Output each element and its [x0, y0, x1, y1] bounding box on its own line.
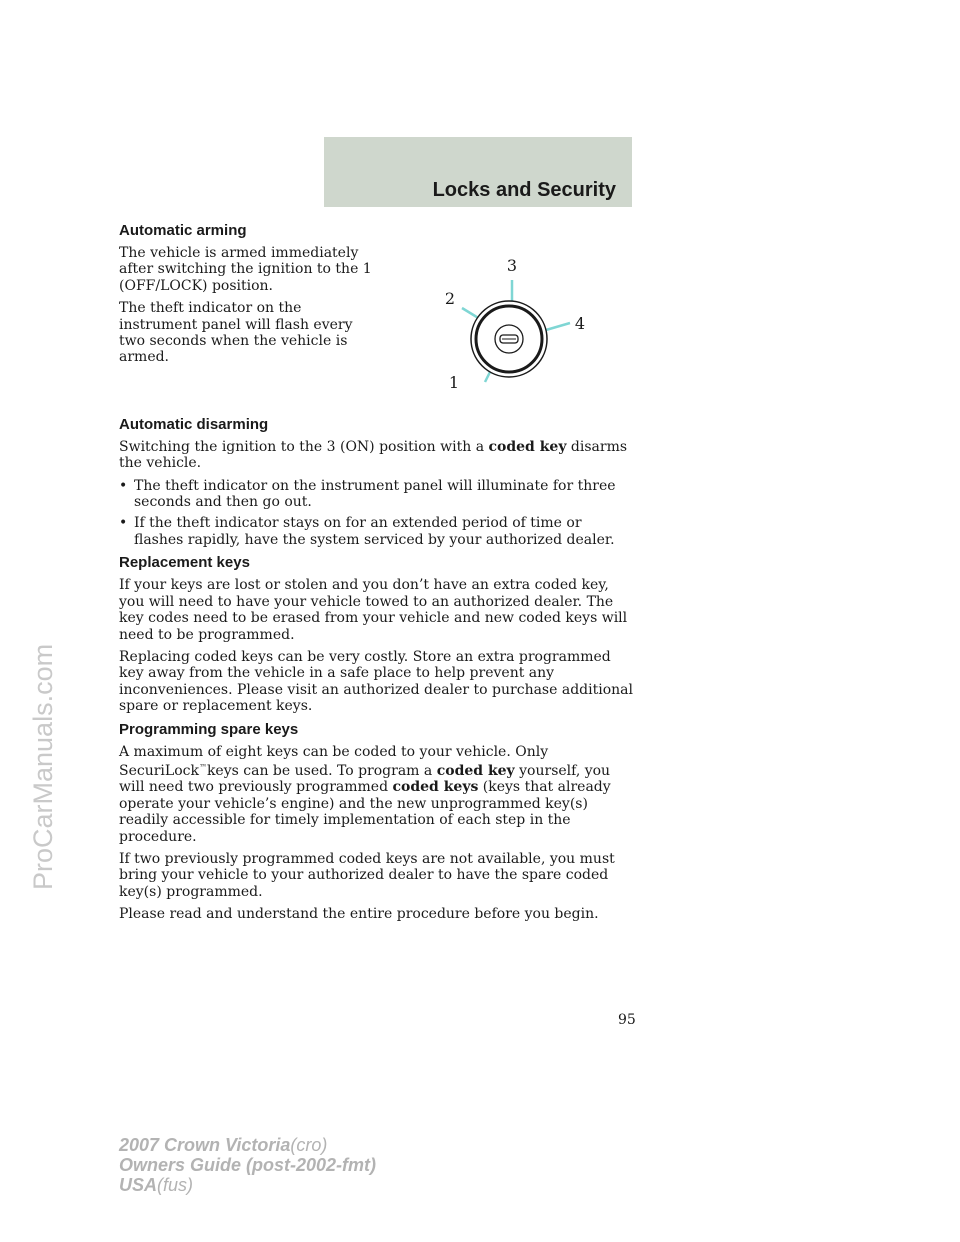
position-label-3: 3 [506, 256, 518, 275]
section-title: Locks and Security [432, 179, 616, 201]
paragraph: The theft indicator on the instrument panel will flash every two seconds when the vehicle is armed. [119, 300, 353, 366]
header-band [324, 137, 632, 207]
bullet-icon: • [119, 477, 128, 494]
paragraph: If two previously programmed coded keys are not available, you must bring your vehicle to your authorized dealer to have the spare coded key(s) programmed. [119, 850, 615, 900]
paragraph: If your keys are lost or stolen and you don’t have an extra coded key, you will need to have your vehicle towed to an authorized dealer. The key codes need to be erased from your vehicle and new coded keys will need to be programmed. [119, 577, 628, 643]
paragraph: A maximum of eight keys can be coded to your vehicle. Only SecuriLock™keys can be used. To program a coded key yourself, you will need two previously programmed coded keys (keys that already operate your vehicle’s engine) and the new unprogrammed key(s) readily accessible for timely implementation of each step in the procedure. [119, 743, 611, 845]
bullet-icon: • [119, 515, 128, 532]
position-label-4: 4 [574, 314, 586, 333]
paragraph: Switching the ignition to the 3 (ON) position with a coded key disarms the vehicle. [119, 438, 628, 472]
paragraph: Replacing coded keys can be very costly. Store an extra programmed key away from the vehicle in a safe place to help prevent any inconveniences. Please visit an authorized dealer to purchase additional spare or replacement keys. [119, 648, 633, 715]
bullet-list [119, 478, 633, 549]
heading-automatic-disarming: Automatic disarming [119, 415, 269, 433]
position-line-4 [546, 323, 570, 330]
heading-automatic-arming: Automatic arming [119, 222, 247, 239]
list-item: • The theft indicator on the instrument panel will illuminate for three seconds and then go out. [119, 477, 616, 511]
ignition-switch-icon [428, 250, 598, 400]
position-label-1: 1 [448, 373, 460, 392]
footer: 2007 Crown Victoria(cro) Owners Guide (post-2002-fmt) USA(fus) [119, 1135, 377, 1195]
heading-replacement-keys: Replacement keys [119, 554, 250, 572]
heading-programming-spare-keys: Programming spare keys [119, 720, 299, 738]
ignition-diagram [428, 250, 598, 400]
trademark-icon: ™ [198, 762, 207, 772]
paragraph: The vehicle is armed immediately after switching the ignition to the 1 (OFF/LOCK) position. [119, 245, 372, 294]
list-item: • If the theft indicator stays on for an extended period of time or flashes rapidly, have the system serviced by your authorized dealer. [119, 515, 615, 548]
position-label-2: 2 [444, 289, 456, 308]
paragraph: Please read and understand the entire procedure before you begin. [119, 906, 599, 923]
page-number: 95 [618, 1012, 636, 1028]
